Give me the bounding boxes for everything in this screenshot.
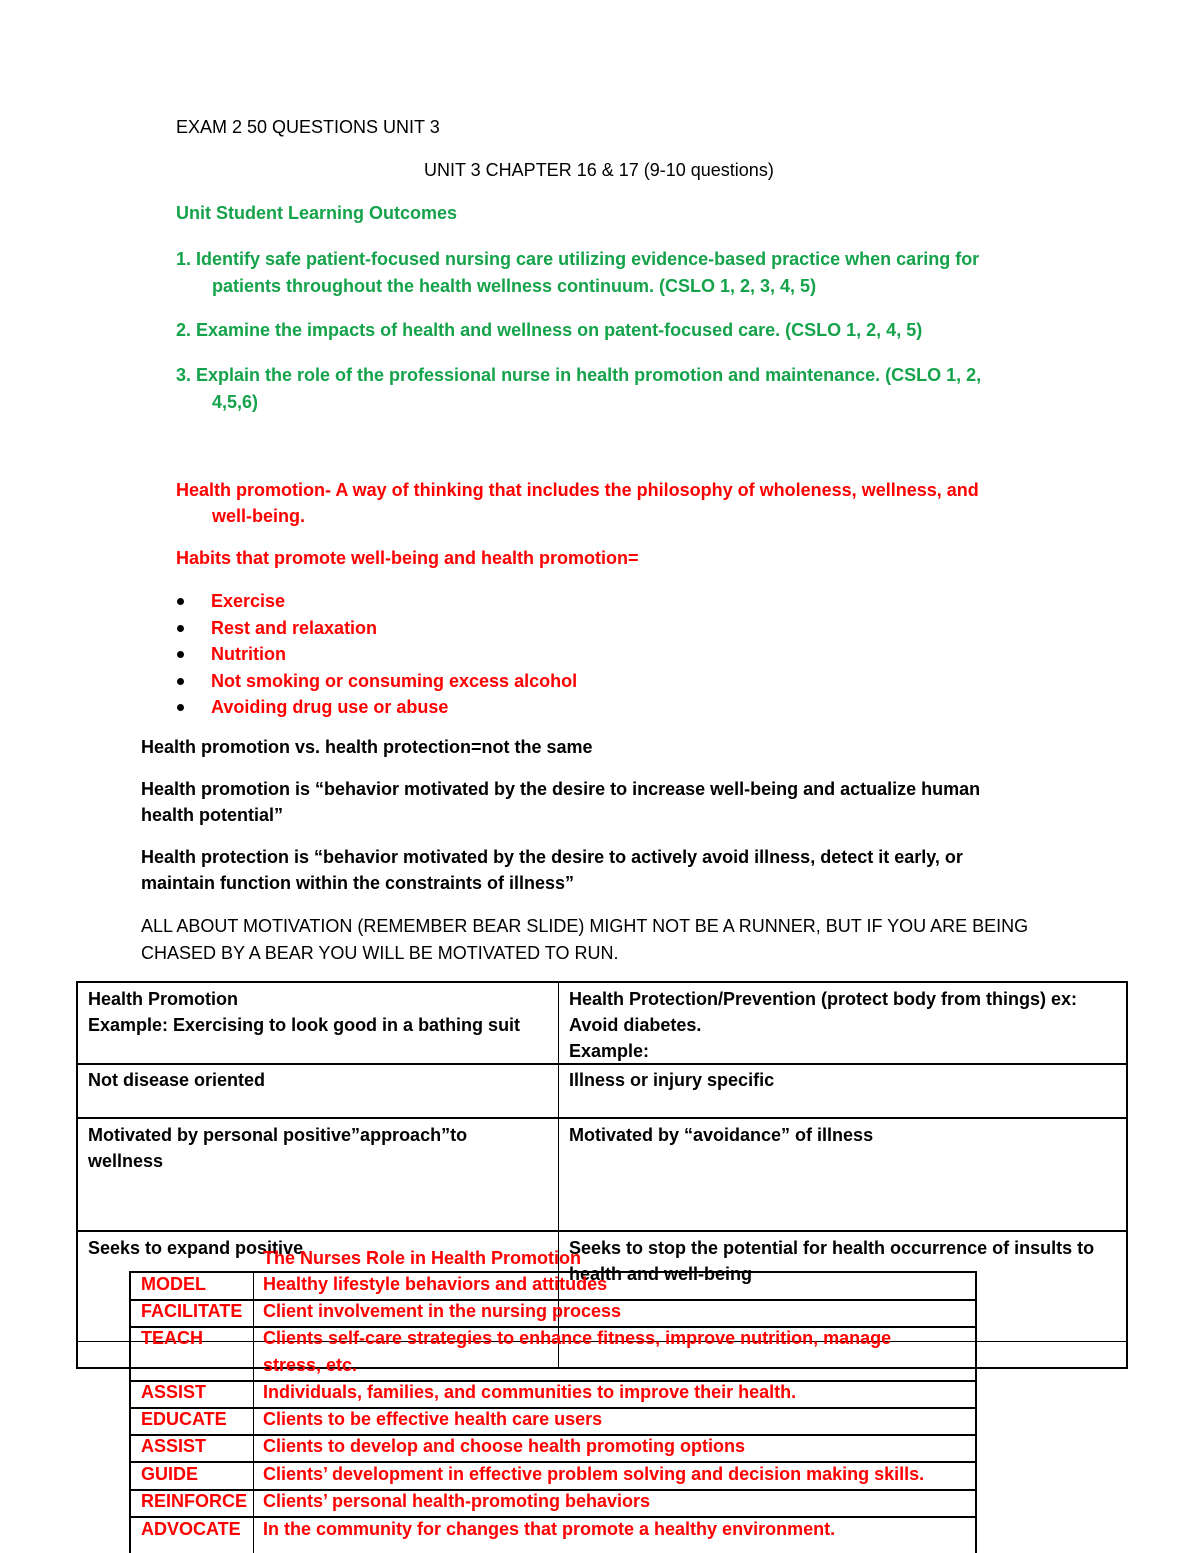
vs-line: Health promotion vs. health protection=not the same [141,737,593,757]
role-description: Healthy lifestyle behaviors and attitudes [263,1274,608,1294]
list-item: Avoiding drug use or abuse [175,695,577,722]
r1c2-title: Health Protection/Prevention (protect body from things) ex: [569,989,1078,1009]
table-divider [78,1230,1126,1232]
role-label: REINFORCE [141,1491,248,1511]
r1c1-example: Example: Exercising to look good in a bathing suit [88,1015,521,1035]
exam-title: EXAM 2 50 QUESTIONS UNIT 3 [176,117,440,137]
r3c1-line2: wellness [88,1151,164,1171]
bullet-icon [177,625,184,632]
role-label: EDUCATE [141,1409,227,1429]
list-item: Nutrition [175,642,577,669]
role-label: FACILITATE [141,1301,243,1321]
role-label: ASSIST [141,1382,207,1402]
table-column-divider [129,1271,131,1553]
list-item: Not smoking or consuming excess alcohol [175,669,577,696]
table-divider [129,1516,977,1518]
hp-definition-line2: well-being. [212,506,306,526]
role-description: Individuals, families, and communities to improve their health. [263,1382,797,1402]
role-description: Clients’ personal health-promoting behaviors [263,1491,651,1511]
motivation-line1: ALL ABOUT MOTIVATION (REMEMBER BEAR SLIDE) MIGHT NOT BE A RUNNER, BUT IF YOU ARE BEING [141,916,1029,936]
unit-title: UNIT 3 CHAPTER 16 & 17 (9-10 questions) [424,160,774,180]
bullet-icon [177,678,184,685]
bullet-icon [177,598,184,605]
protection-def-line1: Health protection is “behavior motivated by the desire to actively avoid illness, detect it early, or [141,847,963,867]
role-description: Clients’ development in effective problem solving and decision making skills. [263,1464,925,1484]
habits-heading: Habits that promote well-being and health promotion= [176,548,639,568]
outcome-3-line1: 3. Explain the role of the professional nurse in health promotion and maintenance. (CSLO 1, 2, [176,365,982,385]
r4c2-line1: Seeks to stop the potential for health occurrence of insults to [569,1238,1095,1258]
role-description-cont: stress, etc. [263,1355,358,1375]
r1c1-title: Health Promotion [88,989,239,1009]
role-description: Client involvement in the nursing process [263,1301,622,1321]
role-description: Clients to develop and choose health promoting options [263,1436,746,1456]
nurses-role-table [129,1271,977,1553]
list-item: Exercise [175,589,577,616]
table-divider [129,1461,977,1463]
protection-def-line2: maintain function within the constraints of illness” [141,873,575,893]
list-item: Rest and relaxation [175,616,577,643]
role-description: Clients to be effective health care users [263,1409,603,1429]
table-divider [78,1117,1126,1119]
bullet-icon [177,704,184,711]
r2c2: Illness or injury specific [569,1070,775,1090]
role-label: ASSIST [141,1436,207,1456]
role-label: MODEL [141,1274,206,1294]
nurses-role-title: The Nurses Role in Health Promotion [263,1248,582,1268]
r4c2-line2: health and well-being [569,1264,753,1284]
r3c2: Motivated by “avoidance” of illness [569,1125,874,1145]
outcome-1-line2: patients throughout the health wellness continuum. (CSLO 1, 2, 3, 4, 5) [212,276,817,296]
role-label: GUIDE [141,1464,199,1484]
role-label: TEACH [141,1328,203,1348]
r1c2-line2: Avoid diabetes. [569,1015,702,1035]
table-column-divider [975,1271,977,1553]
r1c2-line3: Example: [569,1041,650,1061]
r2c1: Not disease oriented [88,1070,266,1090]
role-label: ADVOCATE [141,1519,241,1539]
r4c1: Seeks to expand positive [88,1238,304,1258]
outcome-2: 2. Examine the impacts of health and wellness on patent-focused care. (CSLO 1, 2, 4, 5) [176,320,923,340]
role-description: Clients self-care strategies to enhance fitness, improve nutrition, manage [263,1328,892,1348]
motivation-line2: CHASED BY A BEAR YOU WILL BE MOTIVATED TO RUN. [141,943,619,963]
outcome-1-line1: 1. Identify safe patient-focused nursing care utilizing evidence-based practice when caring for [176,249,980,269]
outcome-3-line2: 4,5,6) [212,392,259,412]
habits-list [175,589,577,722]
table-column-divider [253,1271,254,1553]
bullet-icon [177,651,184,658]
promotion-def-line1: Health promotion is “behavior motivated by the desire to increase well-being and actualize human [141,779,981,799]
outcomes-heading: Unit Student Learning Outcomes [176,203,458,223]
hp-definition-line1: Health promotion- A way of thinking that includes the philosophy of wholeness, wellness, and [176,480,979,500]
promotion-def-line2: health potential” [141,805,284,825]
table-divider [129,1271,977,1273]
role-description: In the community for changes that promote a healthy environment. [263,1519,836,1539]
r3c1-line1: Motivated by personal positive”approach”to [88,1125,468,1145]
